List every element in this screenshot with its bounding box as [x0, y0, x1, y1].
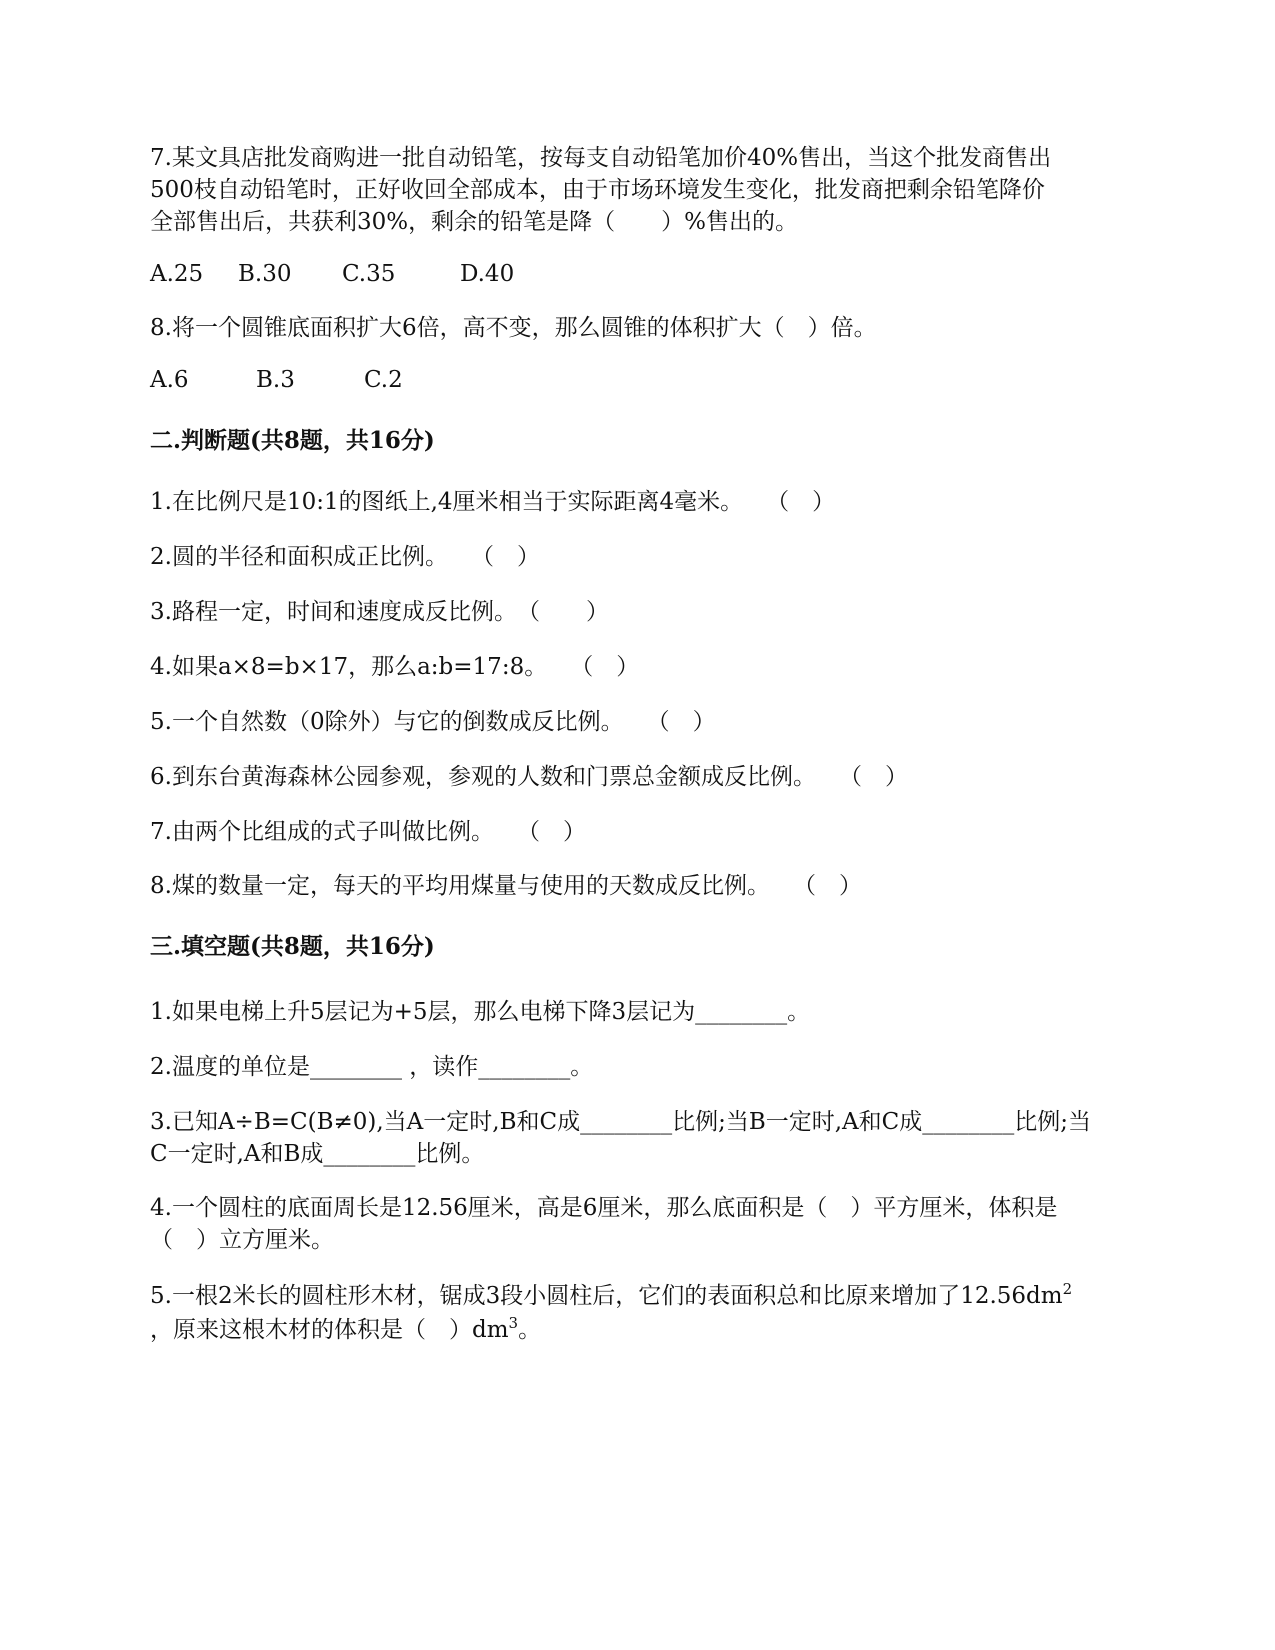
section2-item-2: 2.圆的半径和面积成正比例。 （ ） — [150, 544, 540, 570]
section3-q5-superscript-cubed: 3 — [508, 1314, 519, 1332]
section3-q3-line1: 3.已知A÷B=C(B≠0),当A一定时,B和C成________比例;当B一定时,A和C成________比例;当 — [150, 1109, 1092, 1135]
section2-item-1: 1.在比例尺是10:1的图纸上,4厘米相当于实际距离4毫米。 （ ） — [150, 489, 836, 515]
section3-q2: 2.温度的单位是________ ，读作________。 — [150, 1054, 594, 1080]
q8-option-c: C.2 — [364, 367, 403, 393]
section2-item-8: 8.煤的数量一定，每天的平均用煤量与使用的天数成反比例。 （ ） — [150, 873, 862, 899]
section2-item-5: 5.一个自然数（0除外）与它的倒数成反比例。 （ ） — [150, 709, 716, 735]
q7-text-line2: 500枝自动铅笔时，正好收回全部成本，由于市场环境发生变化，批发商把剩余铅笔降价 — [150, 177, 1045, 203]
section2-heading: 二.判断题(共8题，共16分) — [150, 427, 435, 454]
section2-item-6: 6.到东台黄海森林公园参观，参观的人数和门票总金额成反比例。 （ ） — [150, 764, 908, 790]
q7-option-d: D.40 — [460, 261, 515, 287]
q8-option-a: A.6 — [150, 367, 189, 393]
q8-text: 8.将一个圆锥底面积扩大6倍，高不变，那么圆锥的体积扩大（ ）倍。 — [150, 315, 877, 341]
section3-q1: 1.如果电梯上升5层记为+5层，那么电梯下降3层记为________。 — [150, 999, 811, 1025]
section2-item-3: 3.路程一定，时间和速度成反比例。 （ ） — [150, 599, 609, 625]
section3-q3-line2: C一定时,A和B成________比例。 — [150, 1141, 485, 1167]
q7-option-c: C.35 — [342, 261, 396, 287]
section2-item-4: 4.如果a×8=b×17，那么a:b=17:8。 （ ） — [150, 654, 640, 680]
section2-item-7: 7.由两个比组成的式子叫做比例。 （ ） — [150, 819, 586, 845]
section3-q5-text2: ，原来这根木材的体积是（ ）dm — [150, 1317, 509, 1343]
q7-text-line3: 全部售出后，共获利30%，剩余的铅笔是降（ ）%售出的。 — [150, 209, 798, 235]
section3-q5-end: 。 — [518, 1317, 542, 1343]
section3-q5-line2 — [150, 1314, 1130, 1346]
section3-q5-superscript-squared: 2 — [1062, 1280, 1073, 1298]
section3-q4-line2: （ ）立方厘米。 — [150, 1227, 334, 1253]
section3-heading: 三.填空题(共8题，共16分) — [150, 933, 435, 960]
section3-q5-line1 — [150, 1280, 1130, 1312]
section3-q5-text1: 5.一根2米长的圆柱形木材，锯成3段小圆柱后，它们的表面积总和比原来增加了12.56dm — [150, 1283, 1063, 1309]
q8-option-b: B.3 — [256, 367, 295, 393]
q7-text-line1: 7.某文具店批发商购进一批自动铅笔，按每支自动铅笔加价40%售出，当这个批发商售出 — [150, 145, 1052, 171]
section3-q4-line1: 4.一个圆柱的底面周长是12.56厘米，高是6厘米，那么底面积是（ ）平方厘米，体积是 — [150, 1195, 1058, 1221]
q7-option-a: A.25 — [150, 261, 204, 287]
q7-option-b: B.30 — [238, 261, 292, 287]
